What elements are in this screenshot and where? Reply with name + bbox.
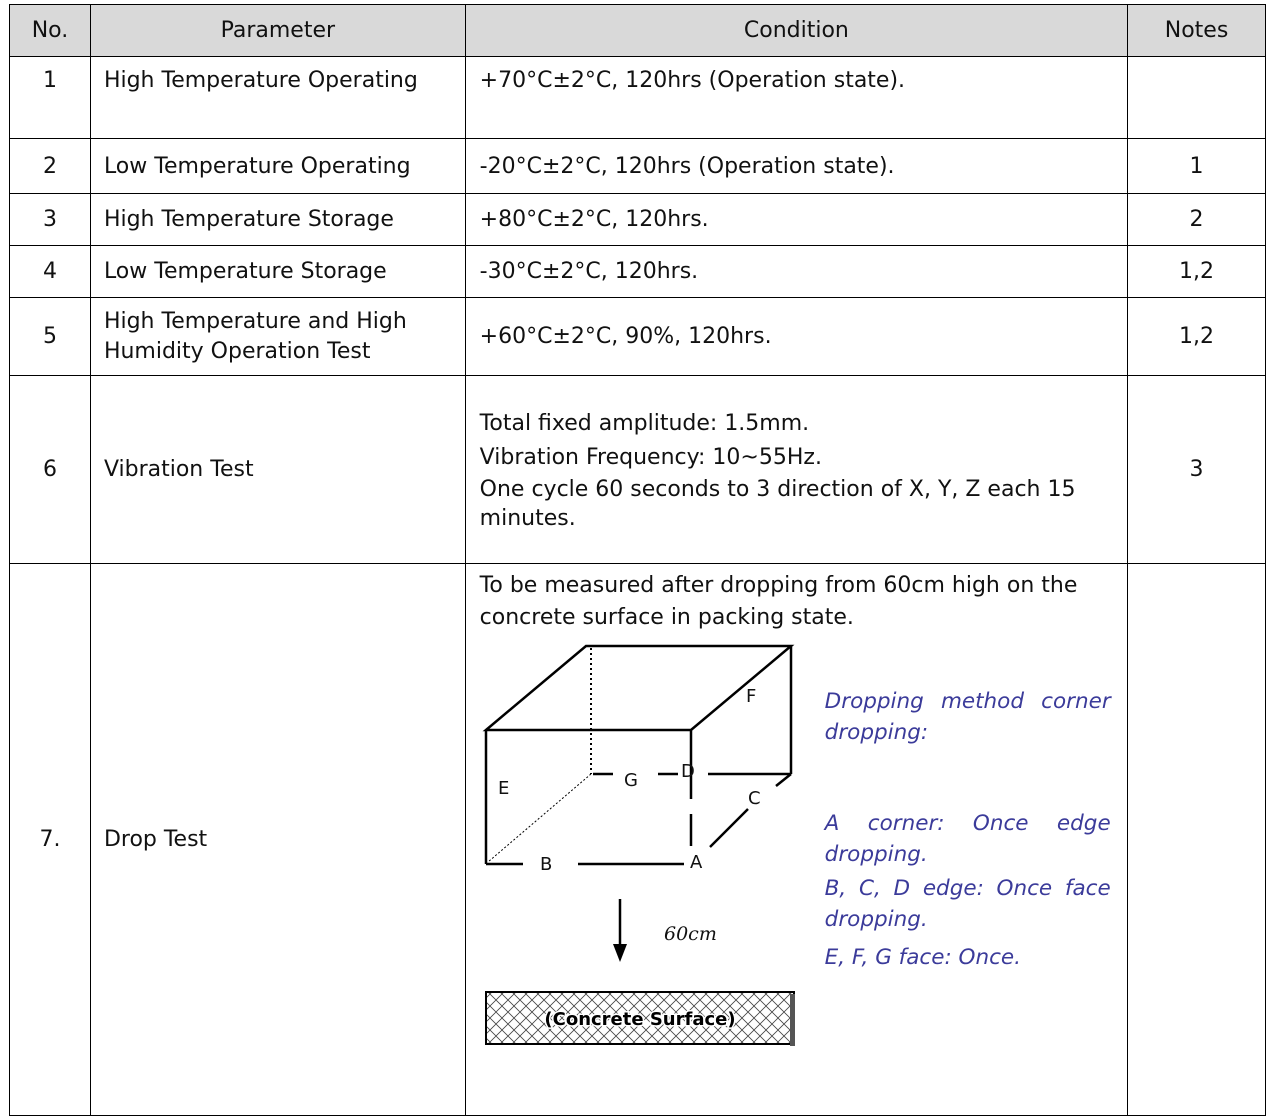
label-e: E <box>497 778 510 799</box>
label-f: F <box>745 686 757 707</box>
row-notes: 2 <box>1128 194 1266 246</box>
row-notes: 1,2 <box>1128 298 1266 376</box>
parameter-line: Humidity Operation Test <box>103 338 371 364</box>
row-condition: +80°C±2°C, 120hrs. <box>465 194 1127 246</box>
method-note: B, C, D edge: Once face dropping. <box>824 876 1111 932</box>
row-condition: +60°C±2°C, 90%, 120hrs. <box>465 298 1127 376</box>
row-no: 5 <box>10 298 91 376</box>
row-condition: -30°C±2°C, 120hrs. <box>465 246 1127 298</box>
label-a: A <box>689 852 702 873</box>
row-parameter: Vibration Test <box>90 376 465 564</box>
table-row <box>10 298 1266 376</box>
header-row <box>10 5 1266 57</box>
reliability-test-table <box>9 4 1266 1116</box>
row-condition <box>465 564 1127 1116</box>
method-note: Dropping method corner dropping: <box>824 689 1111 745</box>
condition-line: Vibration Frequency: 10~55Hz. <box>479 444 822 470</box>
condition-line: Total fixed amplitude: 1.5mm. <box>479 410 810 436</box>
row-parameter: Low Temperature Storage <box>90 246 465 298</box>
row-notes: 1 <box>1128 139 1266 194</box>
row-no: 3 <box>10 194 91 246</box>
row-no: 4 <box>10 246 91 298</box>
row-condition: +70°C±2°C, 120hrs (Operation state). <box>465 57 1127 139</box>
condition-line: minutes. <box>479 505 576 531</box>
condition-line: One cycle 60 seconds to 3 direction of X, Y, Z each 15 <box>479 476 1076 502</box>
drop-box-figure <box>478 634 808 1084</box>
table-row <box>10 564 1266 1116</box>
row-notes: 1,2 <box>1128 246 1266 298</box>
drop-height-label: 60cm <box>663 923 717 945</box>
label-b: B <box>539 854 553 875</box>
method-note: E, F, G face: Once. <box>824 945 1021 970</box>
row-parameter: High Temperature Operating <box>90 57 465 139</box>
row-parameter: Low Temperature Operating <box>90 139 465 194</box>
row-no: 1 <box>10 57 91 139</box>
row-no: 6 <box>10 376 91 564</box>
row-no: 7. <box>10 564 91 1116</box>
table-row <box>10 246 1266 298</box>
label-g: G <box>623 770 638 791</box>
label-c: C <box>747 788 761 809</box>
label-d: D <box>680 761 695 782</box>
table-row <box>10 194 1266 246</box>
table-row <box>10 57 1266 139</box>
row-condition <box>465 376 1127 564</box>
header-no: No. <box>10 5 91 57</box>
row-condition: -20°C±2°C, 120hrs (Operation state). <box>465 139 1127 194</box>
concrete-surface-label: (Concrete Surface) <box>544 1009 736 1030</box>
header-parameter: Parameter <box>90 5 465 57</box>
table-row <box>10 139 1266 194</box>
parameter-line: High Temperature and High <box>103 308 407 334</box>
table-row <box>10 376 1266 564</box>
drop-test-diagram <box>480 634 1127 1094</box>
header-notes: Notes <box>1128 5 1266 57</box>
row-parameter <box>90 298 465 376</box>
box-outline <box>486 646 791 864</box>
condition-line: To be measured after dropping from 60cm high on the <box>479 573 1078 598</box>
row-parameter: High Temperature Storage <box>90 194 465 246</box>
condition-line: concrete surface in packing state. <box>479 605 854 630</box>
method-note: A corner: Once edge dropping. <box>824 811 1111 867</box>
row-notes <box>1128 57 1266 139</box>
header-condition: Condition <box>465 5 1127 57</box>
down-arrow-icon <box>613 899 627 962</box>
drop-method-notes <box>825 686 1111 973</box>
row-parameter: Drop Test <box>90 564 465 1116</box>
row-notes: 3 <box>1128 376 1266 564</box>
row-notes <box>1128 564 1266 1116</box>
row-no: 2 <box>10 139 91 194</box>
